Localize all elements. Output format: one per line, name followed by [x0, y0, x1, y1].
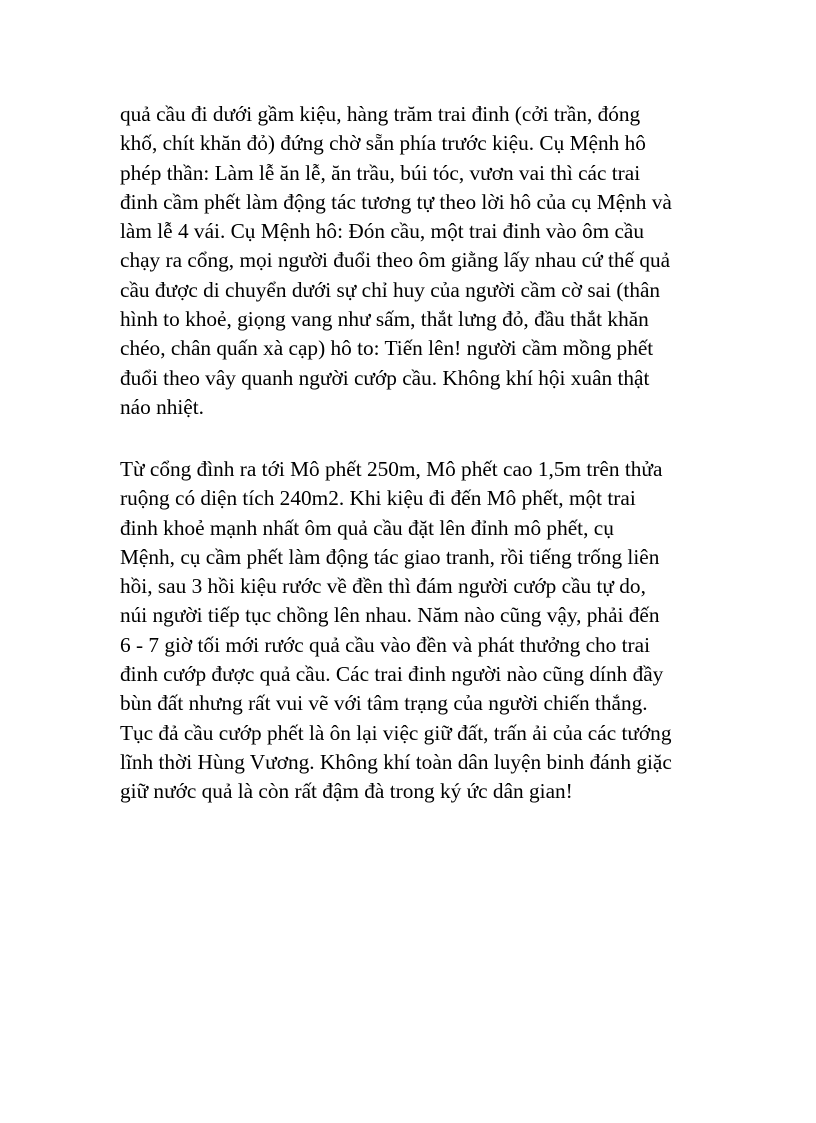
text-line: đinh cướp được quả cầu. Các trai đinh người nào cũng dính đầy	[120, 662, 664, 687]
text-line: bùn đất nhưng rất vui vẽ với tâm trạng của người chiến thắng.	[120, 691, 648, 716]
text-line: Tục đả cầu cướp phết là ôn lại việc giữ đất, trấn ải của các tướng	[120, 720, 672, 745]
text-line: chéo, chân quấn xà cạp) hô to: Tiến lên! người cầm mồng phết	[120, 336, 654, 361]
text-line: khố, chít khăn đỏ) đứng chờ sẵn phía trước kiệu. Cụ Mệnh hô	[120, 131, 646, 156]
text-line: Từ cổng đình ra tới Mô phết 250m, Mô phết cao 1,5m trên thửa	[120, 457, 663, 481]
text-line: Mệnh, cụ cầm phết làm động tác giao tranh, rồi tiếng trống liên	[120, 544, 660, 569]
text-line: núi người tiếp tục chồng lên nhau. Năm nào cũng vậy, phải đến	[120, 603, 660, 628]
text-line: quả cầu đi dưới gầm kiệu, hàng trăm trai đinh (cởi trần, đóng	[120, 102, 641, 126]
text-line: náo nhiệt.	[120, 394, 204, 419]
text-line: hình to khoẻ, giọng vang như sấm, thắt lưng đỏ, đầu thắt khăn	[120, 307, 649, 332]
text-line: làm lễ 4 vái. Cụ Mệnh hô: Đón cầu, một trai đinh vào ôm cầu	[120, 219, 645, 244]
text-line: hồi, sau 3 hồi kiệu rước về đền thì đám người cướp cầu tự do,	[120, 574, 646, 599]
text-line: chạy ra cổng, mọi người đuổi theo ôm giằng lấy nhau cứ thế quả	[120, 248, 671, 273]
text-line: đinh khoẻ mạnh nhất ôm quả cầu đặt lên đỉnh mô phết, cụ	[120, 515, 614, 540]
paragraph-1	[120, 100, 748, 422]
paragraph-2	[120, 455, 748, 807]
text-line: đuổi theo vây quanh người cướp cầu. Không khí hội xuân thật	[120, 365, 650, 390]
text-line: ruộng có diện tích 240m2. Khi kiệu đi đến Mô phết, một trai	[120, 486, 636, 511]
text-line: giữ nước quả là còn rất đậm đà trong ký ức dân gian!	[120, 779, 573, 804]
text-line: phép thần: Làm lễ ăn lễ, ăn trầu, búi tóc, vươn vai thì các trai	[120, 160, 641, 185]
text-line: lĩnh thời Hùng Vương. Không khí toàn dân luyện binh đánh giặc	[120, 749, 672, 774]
text-line: 6 - 7 giờ tối mới rước quả cầu vào đền và phát thưởng cho trai	[120, 632, 651, 657]
text-line: đinh cầm phết làm động tác tương tự theo lời hô của cụ Mệnh và	[120, 189, 672, 214]
text-line: cầu được di chuyển dưới sự chỉ huy của người cầm cờ sai (thân	[120, 277, 661, 302]
